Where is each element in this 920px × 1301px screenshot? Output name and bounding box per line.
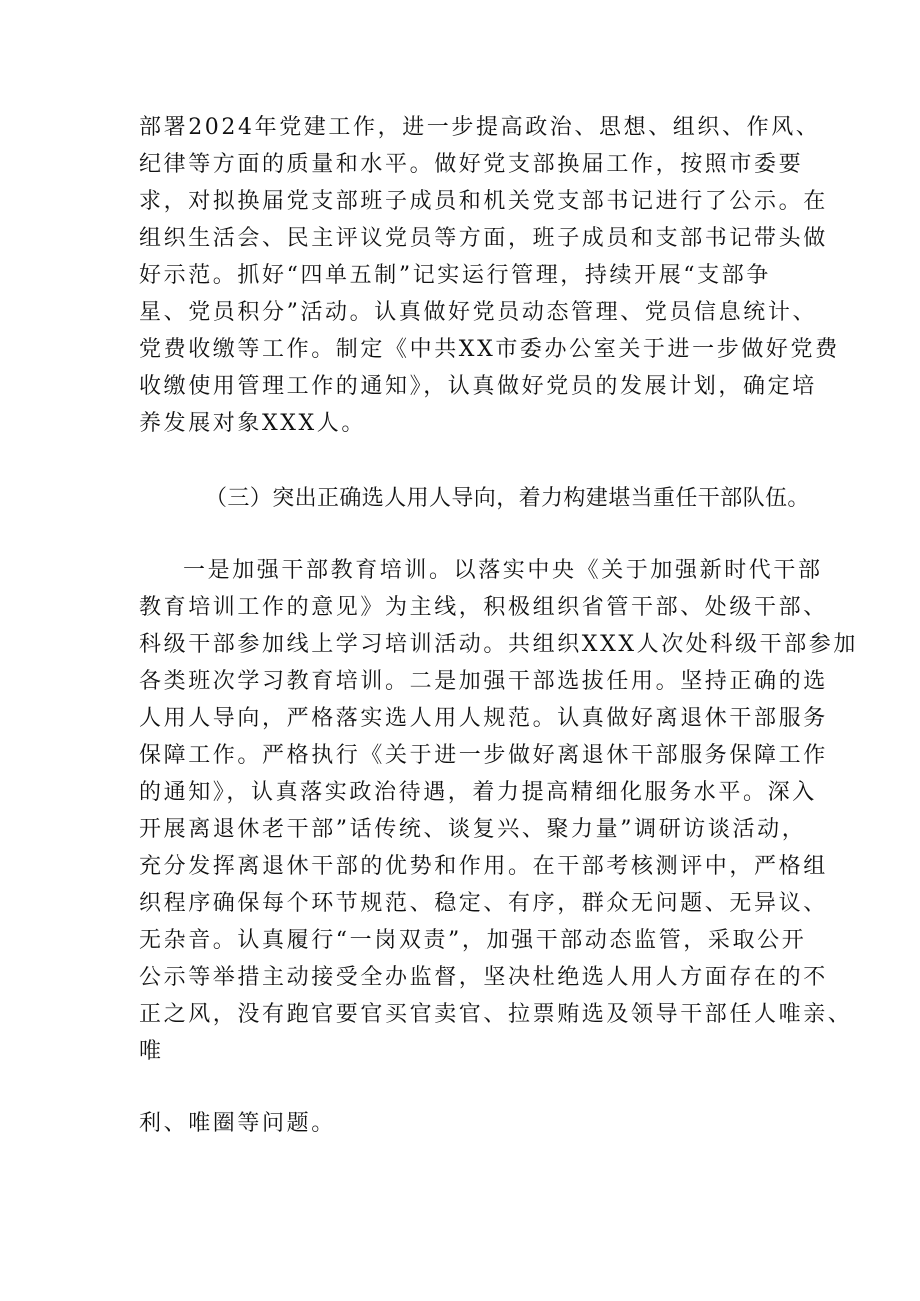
paragraph2-line-7: 的通知》，认真落实政治待遇，着力提高精细化服务水平。深入 <box>139 780 817 805</box>
paragraph1-line-5: 好示范。抓好“四单五制”记实运行管理，持续开展“支部争 <box>139 263 771 288</box>
paragraph2-line-8: 开展离退休老干部”话传统、谈复兴、聚力量”调研访谈活动， <box>139 817 807 842</box>
paragraph1-line-7: 党费收缴等工作。制定《中共XX市委办公室关于进一步做好党费 <box>139 337 840 362</box>
paragraph2-line-5: 人用人导向，严格落实选人用人规范。认真做好离退休干部服务 <box>139 706 828 731</box>
paragraph1-line-8: 收缴使用管理工作的通知》，认真做好党员的发展计划，确定培 <box>139 374 817 399</box>
paragraph2-line-1: 一是加强干部教育培训。以落实中央《关于加强新时代干部 <box>183 558 823 583</box>
paragraph2-line-2: 教育培训工作的意见》为主线，积极组织省管干部、处级干部、 <box>139 595 828 620</box>
paragraph1-line-4: 组织生活会、民主评议党员等方面，班子成员和支部书记带头做 <box>139 226 828 251</box>
paragraph2-line-14: 唯 <box>139 1039 164 1064</box>
paragraph2-line-11: 无杂音。认真履行“一岗双责”，加强干部动态监管，采取公开 <box>139 928 807 953</box>
paragraph1-line-2: 纪律等方面的质量和水平。做好党支部换届工作，按照市委要 <box>139 152 804 177</box>
paragraph2-line-4: 各类班次学习教育培训。二是加强干部选拔任用。坚持正确的选 <box>139 669 828 694</box>
paragraph1-line-3: 求，对拟换届党支部班子成员和机关党支部书记进行了公示。在 <box>139 189 828 214</box>
paragraph1-line-1: 部署2024年党建工作，进一步提高政治、思想、组织、作风、 <box>139 115 821 140</box>
section-heading-3: （三）突出正确选人用人导向，着力构建堪当重任干部队伍。 <box>205 486 810 511</box>
continuation-line: 利、唯圈等问题。 <box>139 1111 336 1136</box>
paragraph2-line-3: 科级干部参加线上学习培训活动。共组织XXX人次处科级干部参加 <box>139 632 858 657</box>
paragraph1-line-6: 星、党员积分”活动。认真做好党员动态管理、党员信息统计、 <box>139 300 818 325</box>
paragraph2-line-12: 公示等举措主动接受全办监督，坚决杜绝选人用人方面存在的不 <box>139 965 828 990</box>
paragraph1-line-9: 养发展对象XXX人。 <box>139 411 366 436</box>
paragraph2-line-13: 正之风，没有跑官要官买官卖官、拉票贿选及领导干部任人唯亲、 <box>139 1002 853 1027</box>
paragraph2-line-9: 充分发挥离退休干部的优势和作用。在干部考核测评中，严格组 <box>139 854 828 879</box>
paragraph2-line-6: 保障工作。严格执行《关于进一步做好离退休干部服务保障工作 <box>139 743 828 768</box>
paragraph2-line-10: 织程序确保每个环节规范、稳定、有序，群众无问题、无异议、 <box>139 891 828 916</box>
